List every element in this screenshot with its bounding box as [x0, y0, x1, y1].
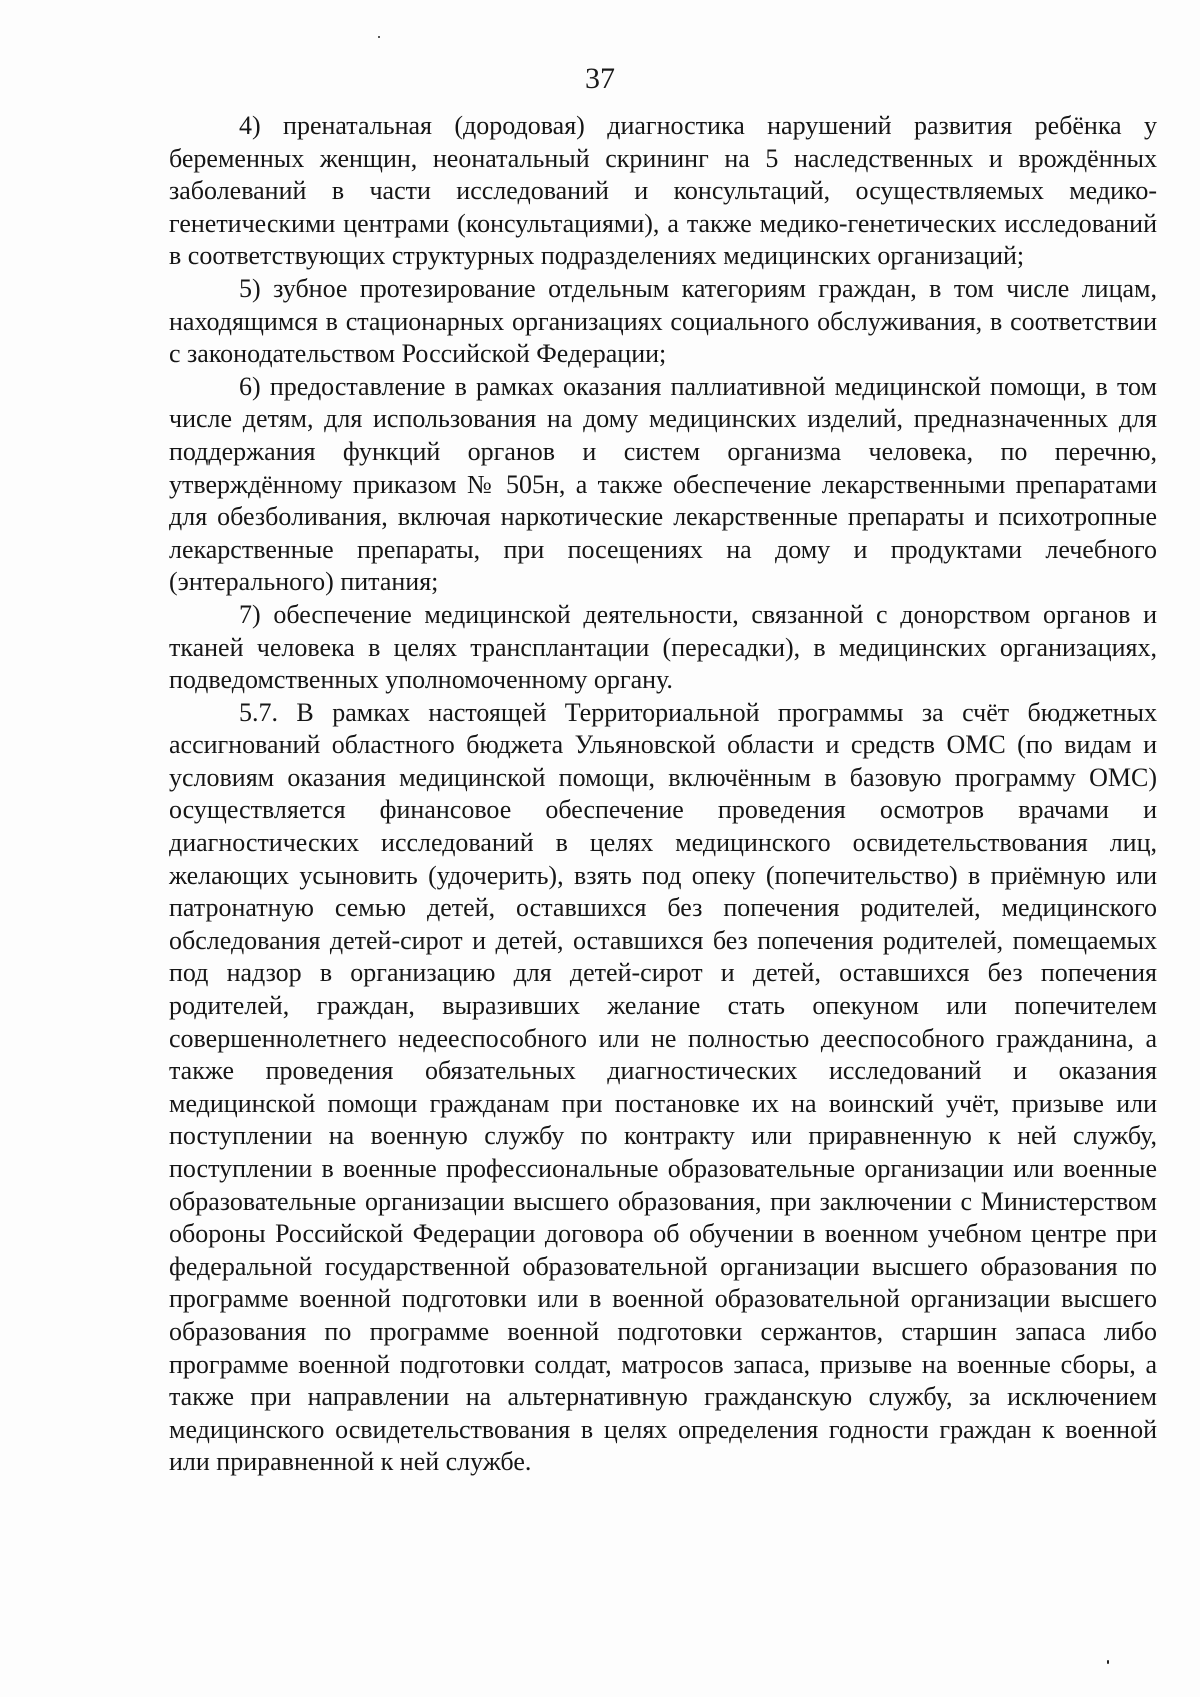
paragraph-item-4: 4) пренатальная (дородовая) диагностика нарушений развития ребёнка у беременных женщин, неонатальный скрининг на 5 наследственных и врождённых заболеваний в части исследований и консультаций, осуществляемых медико-генетическими центрами (консультациями), а также медико-генетических исследований в соответствующих структурных подразделениях медицинских организаций;: [169, 111, 1157, 271]
paragraph-item-7: 7) обеспечение медицинской деятельности, связанной с донорством органов и тканей человека в целях трансплантации (пересадки), в медицинских организациях, подведомственных уполномоченному органу.: [169, 599, 1157, 695]
scan-speck: [378, 36, 380, 38]
scan-speck: [1107, 1660, 1109, 1664]
document-body: [169, 110, 1157, 1479]
paragraph-section-5-7: 5.7. В рамках настоящей Территориальной программы за счёт бюджетных ассигнований областного бюджета Ульяновской области и средств ОМС (по видам и условиям оказания медицинской помощи, включённым в базовую программу ОМС) осуществляется финансовое обеспечение проведения осмотров врачами и диагностических исследований в целях медицинского освидетельствования лиц, желающих усыновить (удочерить), взять под опеку (попечительство) в приёмную или патронатную семью детей, оставшихся без попечения родителей, медицинского обследования детей-сирот и детей, оставшихся без попечения родителей, помещаемых под надзор в организацию для детей-сирот и детей, оставшихся без попечения родителей, граждан, выразивших желание стать опекуном или попечителем совершеннолетнего недееспособного или не полностью дееспособного гражданина, а также проведения обязательных диагностических исследований и оказания медицинской помощи гражданам при постановке их на воинский учёт, призыве или поступлении на военную службу по контракту или приравненную к ней службу, поступлении в военные профессиональные образовательные организации или военные образовательные организации высшего образования, при заключении с Министерством обороны Российской Федерации договора об обучении в военном учебном центре при федеральной государственной образовательной организации высшего образования по программе военной подготовки или в военной образовательной организации высшего образования по программе военной подготовки сержантов, старшин запаса либо программе военной подготовки солдат, матросов запаса, призыве на военные сборы, а также при направлении на альтернативную гражданскую службу, за исключением медицинского освидетельствования в целях определения годности граждан к военной или приравненной к ней службе.: [169, 697, 1157, 1477]
paragraph-item-5: 5) зубное протезирование отдельным категориям граждан, в том числе лицам, находящимся в стационарных организациях социального обслуживания, в соответствии с законодательством Российской Федерации;: [169, 273, 1157, 369]
paragraph-item-6: 6) предоставление в рамках оказания паллиативной медицинской помощи, в том числе детям, для использования на дому медицинских изделий, предназначенных для поддержания функций органов и систем организма человека, по перечню, утверждённому приказом № 505н, а также обеспечение лекарственными препаратами для обезболивания, включая наркотические лекарственные препараты и психотропные лекарственные препараты, при посещениях на дому и продуктами лечебного (энтерального) питания;: [169, 371, 1157, 597]
page-number: 37: [585, 62, 615, 95]
